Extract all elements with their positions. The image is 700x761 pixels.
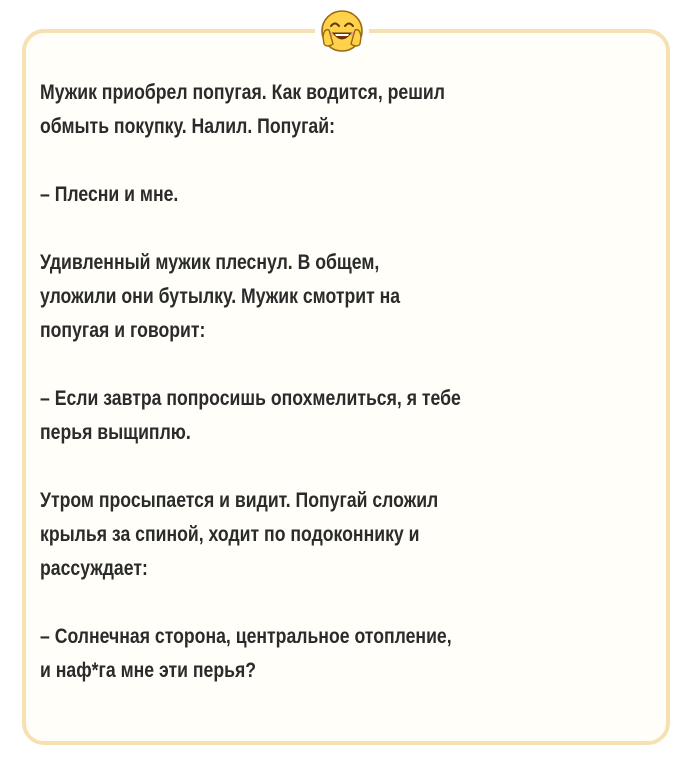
paragraph-threat: – Если завтра попросишь опохмелиться, я тебе перья выщиплю. bbox=[40, 387, 461, 444]
joke-text bbox=[40, 76, 645, 722]
paragraph-morning: Утром просыпается и видит. Попугай сложил крылья за спиной, ходит по подоконнику и рассуждает: bbox=[40, 489, 439, 580]
paragraph-intro: Мужик приобрел попугая. Как водится, решил обмыть покупку. Налил. Попугай: bbox=[40, 81, 445, 138]
grinning-face-hands-on-cheeks-icon bbox=[315, 4, 369, 58]
paragraph-man-pours: Удивленный мужик плеснул. В общем, уложили они бутылку. Мужик смотрит на попугая и говорит: bbox=[40, 251, 401, 342]
paragraph-parrot-request: – Плесни и мне. bbox=[40, 183, 179, 206]
paragraph-punchline: – Солнечная сторона, центральное отопление, и наф*га мне эти перья? bbox=[40, 625, 452, 682]
emoji-badge bbox=[315, 4, 369, 58]
